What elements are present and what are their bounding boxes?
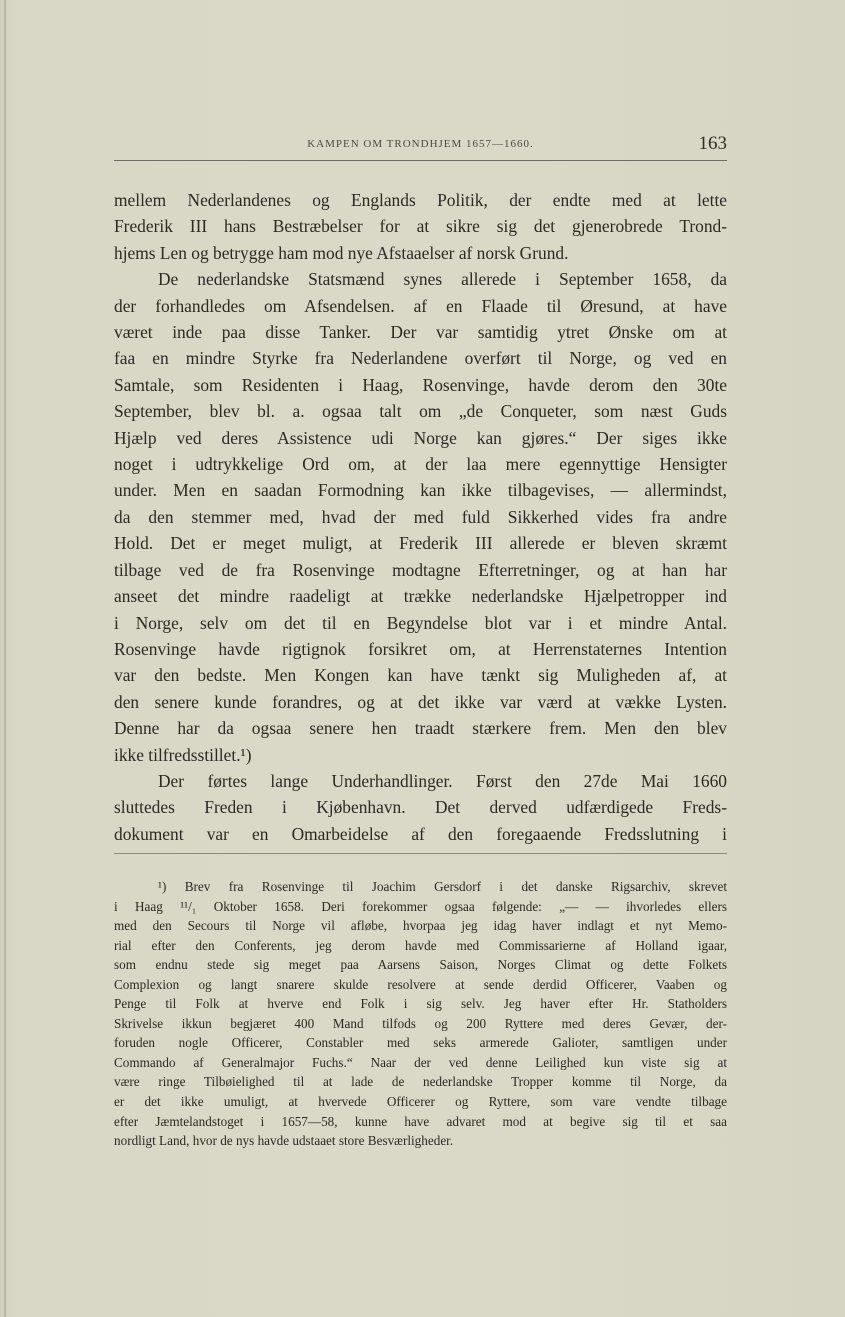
text-line: noget i udtrykkelige Ord om, at der laa mere egennyttige Hensigter <box>114 454 727 475</box>
footnote-line: i Haag ¹¹/₁ Oktober 1658. Deri forekommer ogsaa følgende: „— — ihvorledes ellers <box>114 898 727 914</box>
text-line: Frederik III hans Bestræbelser for at sikre sig det gjenerobrede Trond- <box>114 216 727 237</box>
footnote-line: er det ikke umuligt, at hvervede Officerer og Ryttere, som vare vendte tilbage <box>114 1094 727 1110</box>
text-line: Samtale, som Residenten i Haag, Rosenvinge, havde derom den 30te <box>114 374 727 395</box>
footnote-line: efter Jæmtelandstoget i 1657—58, kunne have advaret mod at begive sig til et saa <box>114 1113 727 1129</box>
footnote-line: Skrivelse ikkun begjæret 400 Mand tilfods og 200 Ryttere med deres Gevær, der- <box>114 1015 727 1031</box>
text-line: September, blev bl. a. ogsaa talt om „de Conqueter, som næst Guds <box>114 401 727 422</box>
text-line: Hold. Det er meget muligt, at Frederik III allerede er bleven skræmt <box>114 533 727 554</box>
text-line: faa en mindre Styrke fra Nederlandene overført til Norge, og ved en <box>114 348 727 369</box>
footnotes <box>114 877 727 1151</box>
text-line: den senere kunde forandres, og at det ikke var værd at vække Lysten. <box>114 691 727 712</box>
footnote-line: som endnu stede sig meget paa Aarsens Saison, Norges Climat og dette Folkets <box>114 957 727 973</box>
text-line: under. Men en saadan Formodning kan ikke tilbagevises, — allermindst, <box>114 480 727 501</box>
footnote-rule <box>114 853 727 854</box>
footnote-line: være ringe Tilbøielighed til at lade de nederlandske Tropper komme til Norge, da <box>114 1074 727 1090</box>
text-line: sluttedes Freden i Kjøbenhavn. Det derved udfærdigede Freds- <box>114 797 727 818</box>
footnote-line: ¹) Brev fra Rosenvinge til Joachim Gersdorf i det danske Rigsarchiv, skrevet <box>158 879 727 894</box>
text-line: Der førtes lange Underhandlinger. Først den 27de Mai 1660 <box>158 770 727 791</box>
footnote-line: Commando af Generalmajor Fuchs.“ Naar der ved denne Leilighed kun viste sig at <box>114 1054 727 1070</box>
text-line: dokument var en Omarbeidelse af den foregaaende Fredsslutning i <box>114 823 727 844</box>
text-line: anseet det mindre raadeligt at trække nederlandske Hjælpetropper ind <box>114 586 727 607</box>
footnote-line: Complexion og langt snarere skulde resolvere at sende derdid Officerer, Vaaben og <box>114 976 727 992</box>
text-line: ikke tilfredsstillet.¹) <box>114 744 252 765</box>
main-text <box>114 187 727 847</box>
text-line: hjems Len og betrygge ham mod nye Afstaaelser af norsk Grund. <box>114 242 569 263</box>
page-header <box>114 130 727 161</box>
page-edge <box>4 0 6 1317</box>
text-line: i Norge, selv om det til en Begyndelse blot var i et mindre Antal. <box>114 612 727 633</box>
footnote-line: foruden nogle Officerer, Constabler med seks armerede Galioter, samtligen under <box>114 1035 727 1051</box>
footnote-line: Penge til Folk at hverve end Folk i sig selv. Jeg haver efter Hr. Statholders <box>114 996 727 1012</box>
footnote-line: rial efter den Conferents, jeg derom havde med Commissarierne af Holland igaar, <box>114 937 727 953</box>
text-line: tilbage ved de fra Rosenvinge modtagne Efterretninger, og at han har <box>114 559 727 580</box>
footnote-line: med den Secours til Norge vil afløbe, hvorpaa jeg idag haver indlagt et nyt Memo- <box>114 918 727 934</box>
running-head: KAMPEN OM TRONDHJEM 1657—1660. <box>307 138 534 150</box>
text-line: da den stemmer med, hvad der med fuld Sikkerhed vides fra andre <box>114 506 727 527</box>
text-line: De nederlandske Statsmænd synes allerede i September 1658, da <box>158 269 727 290</box>
text-line: Rosenvinge havde rigtignok forsikret om, at Herrenstaternes Intention <box>114 638 727 659</box>
page-number: 163 <box>698 133 727 154</box>
text-line: der forhandledes om Afsendelsen. af en Flaade til Øresund, at have <box>114 295 727 316</box>
text-line: Denne har da ogsaa senere hen traadt stærkere frem. Men den blev <box>114 718 727 739</box>
footnote-line: nordligt Land, hvor de nys havde udstaaet store Besværligheder. <box>114 1133 454 1149</box>
text-line: Hjælp ved deres Assistence udi Norge kan gjøres.“ Der siges ikke <box>114 427 727 448</box>
text-line: været inde paa disse Tanker. Der var samtidig ytret Ønske om at <box>114 322 727 343</box>
text-line: var den bedste. Men Kongen kan have tænkt sig Muligheden af, at <box>114 665 727 686</box>
text-line: mellem Nederlandenes og Englands Politik, der endte med at lette <box>114 190 727 210</box>
